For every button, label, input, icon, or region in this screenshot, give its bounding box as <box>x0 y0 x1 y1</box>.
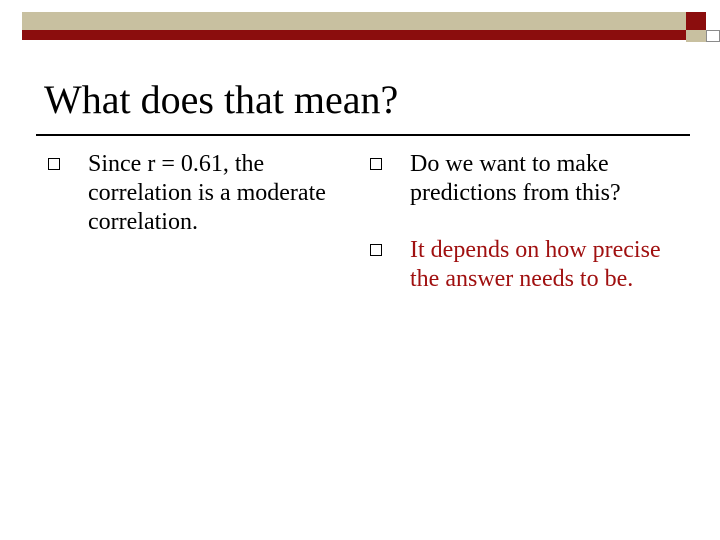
title-underline <box>36 134 690 136</box>
left-column <box>48 150 338 265</box>
slide-title: What does that mean? <box>44 77 399 122</box>
red-strip <box>22 30 686 40</box>
bullet-item <box>370 236 690 294</box>
outline-square <box>706 30 720 42</box>
hollow-square-bullet-icon <box>48 158 60 170</box>
bullet-text-answer: It depends on how precise the answer needs to be. <box>410 237 661 292</box>
red-square <box>686 12 706 30</box>
bullet-text: Do we want to make predictions from this? <box>410 151 621 206</box>
right-column <box>370 150 690 322</box>
hollow-square-bullet-icon <box>370 158 382 170</box>
olive-strip <box>22 12 686 30</box>
bullet-text: Since r = 0.61, the correlation is a moderate correlation. <box>88 151 326 235</box>
bullet-item <box>48 150 338 237</box>
olive-square <box>686 30 706 42</box>
decorative-top-bar <box>22 12 708 40</box>
hollow-square-bullet-icon <box>370 244 382 256</box>
bullet-item <box>370 150 690 208</box>
